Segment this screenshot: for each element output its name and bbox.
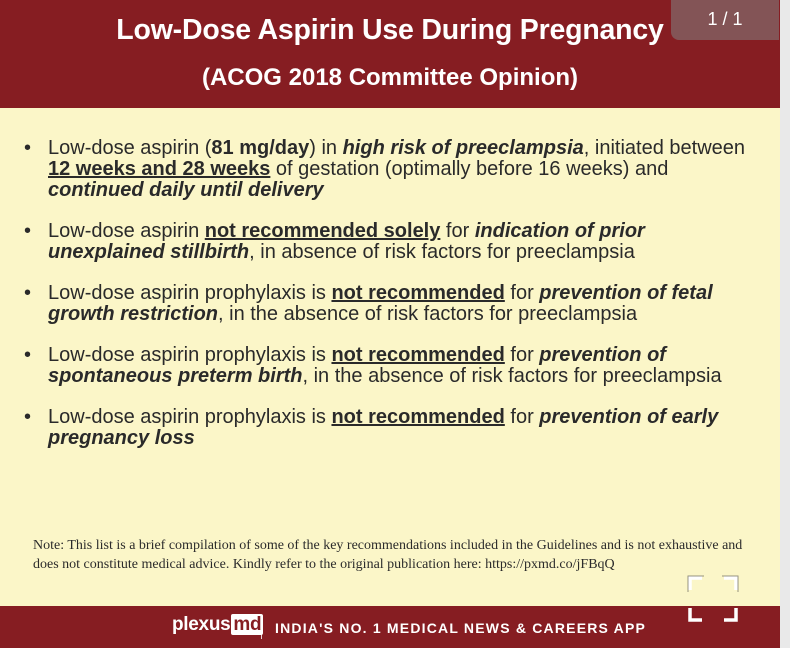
page-counter: 1 / 1 bbox=[671, 0, 779, 40]
list-item-text: Low-dose aspirin bbox=[48, 220, 205, 242]
list-item-text: ) in bbox=[309, 137, 343, 159]
list-item-text: indication of prior unexplained stillbirth bbox=[48, 220, 645, 263]
recommendation-list bbox=[18, 138, 758, 469]
brand-name: plexus bbox=[172, 614, 231, 635]
list-item-text: , initiated between bbox=[583, 137, 746, 159]
list-item bbox=[18, 283, 758, 325]
brand-logo bbox=[172, 614, 263, 636]
viewer-edge bbox=[780, 0, 790, 648]
list-item bbox=[18, 221, 758, 263]
fullscreen-expand-glyph bbox=[684, 570, 742, 628]
list-item-text: for bbox=[504, 344, 540, 366]
list-item-text: prevention of fetal growth restriction bbox=[48, 282, 713, 325]
list-item bbox=[18, 407, 758, 449]
list-item-text: Low-dose aspirin prophylaxis is bbox=[48, 282, 332, 304]
page-subtitle: (ACOG 2018 Committee Opinion) bbox=[201, 64, 579, 91]
list-item-text: Low-dose aspirin prophylaxis is bbox=[48, 406, 332, 428]
fullscreen-expand-icon[interactable] bbox=[684, 570, 742, 628]
list-item-text: , in the absence of risk factors for preeclampsia bbox=[302, 365, 722, 387]
list-item-text: for bbox=[440, 220, 475, 242]
footer-tagline: INDIA'S NO. 1 MEDICAL NEWS & CAREERS APP bbox=[275, 620, 647, 636]
list-item bbox=[18, 345, 758, 387]
page-title: Low-Dose Aspirin Use During Pregnancy bbox=[116, 14, 664, 46]
list-item-text: not recommended bbox=[331, 406, 505, 428]
list-item-text: , in absence of risk factors for preeclampsia bbox=[249, 241, 635, 263]
disclaimer-note: Note: This list is a brief compilation of some of the key recommendations included in the Guidelines and is not exhaustive and does not constitute medical advice. Kindly refer to the original publication here: https://pxmd.co/jFBqQ bbox=[33, 538, 743, 572]
list-item-text: prevention of spontaneous preterm birth bbox=[48, 344, 666, 387]
list-item-text: for bbox=[504, 406, 540, 428]
list-item-text: of gestation (optimally before 16 weeks) and bbox=[270, 158, 669, 180]
footer-divider bbox=[261, 617, 262, 639]
list-item-text: not recommended solely bbox=[204, 220, 441, 242]
list-item-text: prevention of early pregnancy loss bbox=[48, 406, 719, 449]
header-banner bbox=[0, 0, 780, 108]
list-item-text: Low-dose aspirin ( bbox=[48, 137, 212, 159]
list-item-text: 81 mg/day bbox=[211, 137, 310, 159]
list-item-text: Low-dose aspirin prophylaxis is bbox=[48, 344, 332, 366]
footer-banner bbox=[0, 606, 780, 648]
list-item bbox=[18, 138, 758, 201]
list-item-text: not recommended bbox=[331, 282, 505, 304]
list-item-text: 12 weeks and 28 weeks bbox=[48, 158, 271, 180]
brand-suffix: md bbox=[233, 614, 262, 635]
list-item-text: for bbox=[504, 282, 540, 304]
list-item-text: , in the absence of risk factors for preeclampsia bbox=[218, 303, 638, 325]
list-item-text: not recommended bbox=[331, 344, 505, 366]
list-item-text: high risk of preeclampsia bbox=[342, 137, 584, 159]
list-item-text: continued daily until delivery bbox=[48, 179, 324, 201]
